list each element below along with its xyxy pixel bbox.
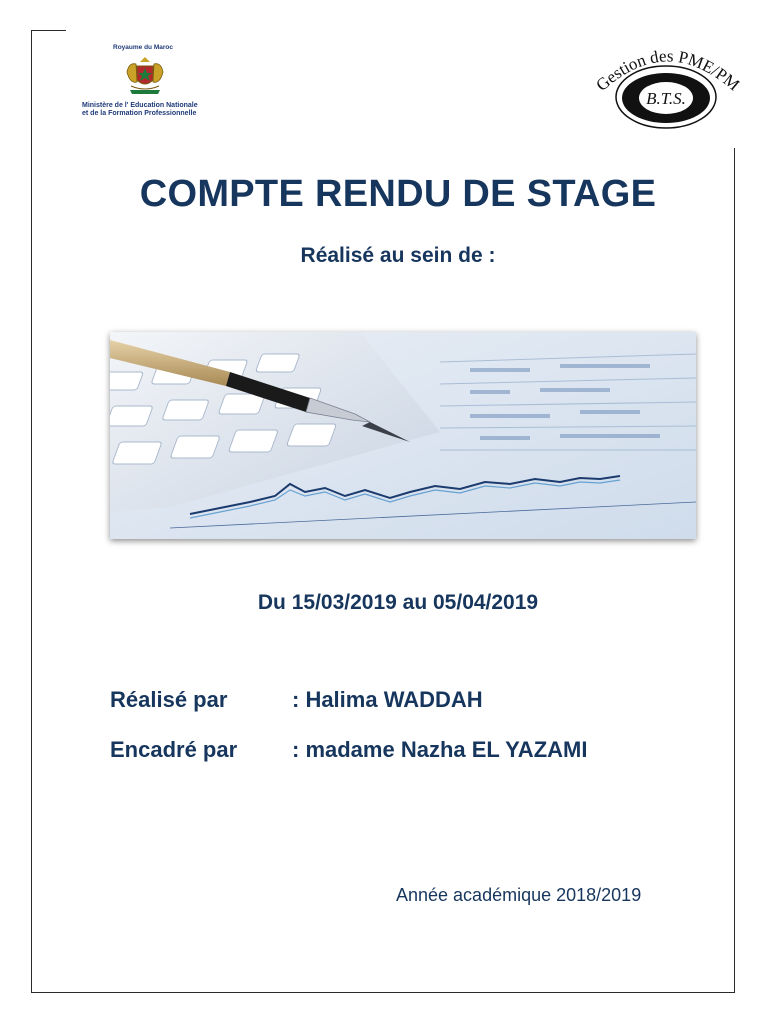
realise-par-label: Réalisé par <box>110 687 228 712</box>
bts-logo-graphic <box>592 40 740 132</box>
moroccan-coat-of-arms-icon <box>122 54 168 100</box>
encadre-par-label: Encadré par <box>110 737 238 762</box>
document-title: COMPTE RENDU DE STAGE <box>139 173 657 215</box>
bts-logo <box>592 40 740 137</box>
realise-par-row <box>110 687 483 713</box>
document-subtitle: Réalisé au sein de : <box>300 244 496 267</box>
realise-par-value: : Halima WADDAH <box>292 687 483 712</box>
kingdom-label: Royaume du Maroc <box>113 44 173 51</box>
encadre-par-value: : madame Nazha EL YAZAMI <box>292 737 588 762</box>
bts-arc-text: Gestion des PME/P <box>592 46 731 95</box>
ministry-line-2: et de la Formation Professionnelle <box>82 110 197 117</box>
encadre-par-row <box>110 737 587 763</box>
ministry-line-1: Ministère de l' Education Nationale <box>82 102 198 109</box>
ministry-logo <box>82 44 222 118</box>
calculator-pen-financial-chart-image <box>110 332 696 539</box>
academic-year: Année académique 2018/2019 <box>396 885 642 905</box>
bts-inner-text: B.T.S. <box>646 89 686 108</box>
internship-dates: Du 15/03/2019 au 05/04/2019 <box>257 591 539 614</box>
